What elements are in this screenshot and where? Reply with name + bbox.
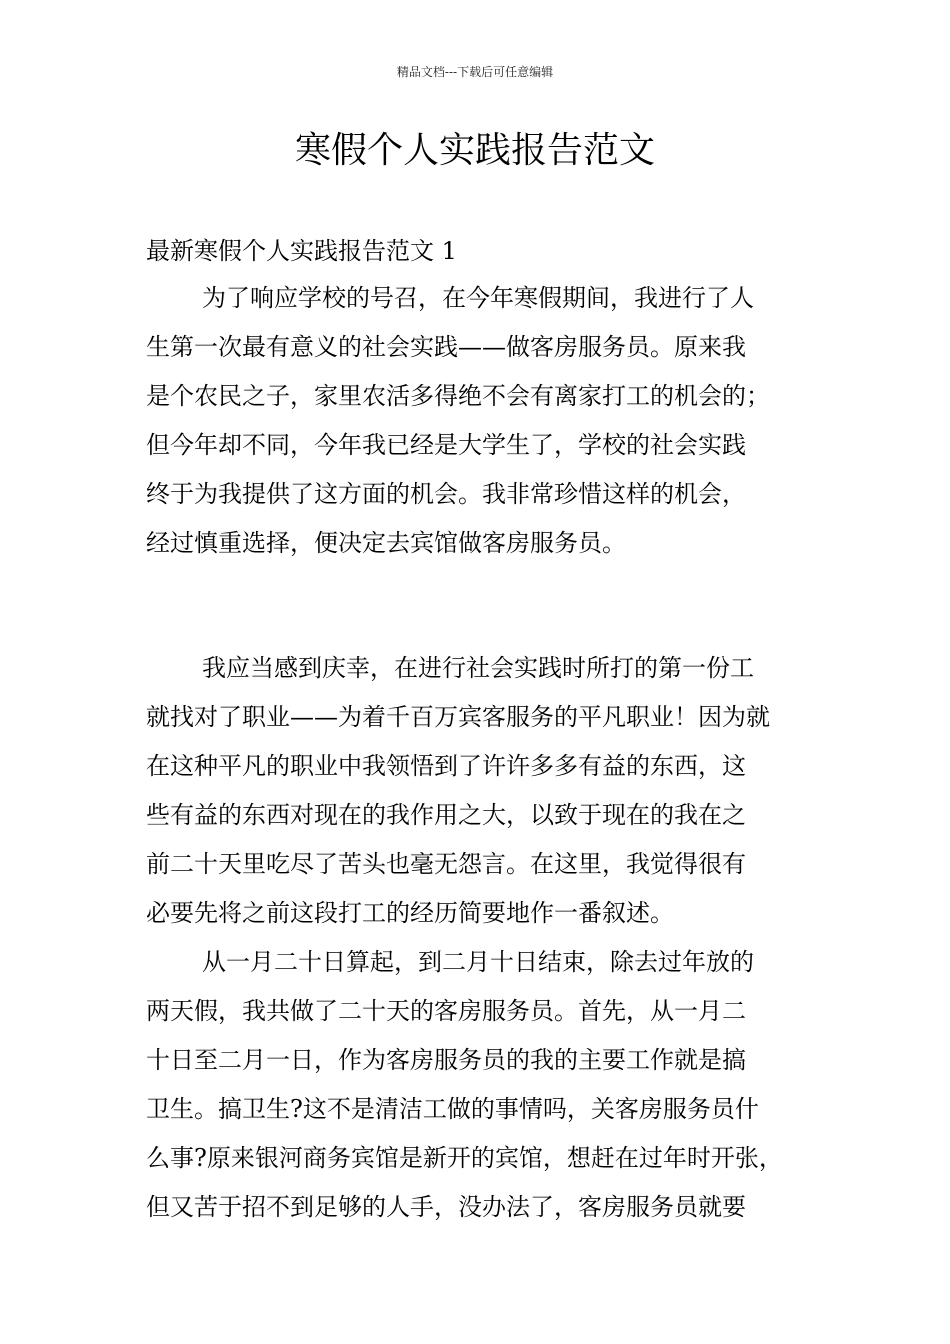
text-line: 但又苦于招不到足够的人手，没办法了，客房服务员就要	[146, 1193, 746, 1221]
text-line: 我应当感到庆幸，在进行社会实践时所打的第一份工	[202, 654, 754, 682]
text-line: 生第一次最有意义的社会实践——做客房服务员。原来我	[146, 333, 746, 361]
paragraph-2	[146, 644, 826, 938]
paragraph-3	[146, 938, 826, 1232]
text-line: 十日至二月一日，作为客房服务员的我的主要工作就是搞	[146, 1046, 746, 1074]
paragraph-spacer	[146, 568, 826, 644]
text-line: 卫生。搞卫生?这不是清洁工做的事情吗，关客房服务员什	[146, 1095, 759, 1123]
document-body	[146, 228, 826, 1232]
text-line: 经过慎重选择，便决定去宾馆做客房服务员。	[146, 529, 626, 557]
header-note: 精品文档---下载后可任意编辑	[396, 65, 554, 79]
text-line: 在这种平凡的职业中我领悟到了许许多多有益的东西，这	[146, 752, 746, 780]
text-line: 些有益的东西对现在的我作用之大，以致于现在的我在之	[146, 801, 746, 829]
text-line: 么事?原来银河商务宾馆是新开的宾馆，想赶在过年时开张，	[146, 1144, 783, 1172]
text-line: 但今年却不同，今年我已经是大学生了，学校的社会实践	[146, 431, 746, 459]
text-line: 从一月二十日算起，到二月十日结束，除去过年放的	[202, 948, 754, 976]
section-heading: 最新寒假个人实践报告范文 1	[146, 237, 457, 265]
text-line: 为了响应学校的号召，在今年寒假期间，我进行了人	[202, 284, 754, 312]
document-title: 寒假个人实践报告范文	[294, 130, 655, 171]
text-line: 终于为我提供了这方面的机会。我非常珍惜这样的机会，	[146, 480, 746, 508]
text-line: 两天假，我共做了二十天的客房服务员。首先，从一月二	[146, 997, 746, 1025]
text-line: 前二十天里吃尽了苦头也毫无怨言。在这里，我觉得很有	[146, 850, 746, 878]
text-line: 就找对了职业——为着千百万宾客服务的平凡职业！因为就	[146, 703, 770, 731]
text-line: 是个农民之子，家里农活多得绝不会有离家打工的机会的；	[146, 382, 770, 410]
paragraph-1	[146, 274, 826, 568]
text-line: 必要先将之前这段打工的经历简要地作一番叙述。	[146, 899, 674, 927]
